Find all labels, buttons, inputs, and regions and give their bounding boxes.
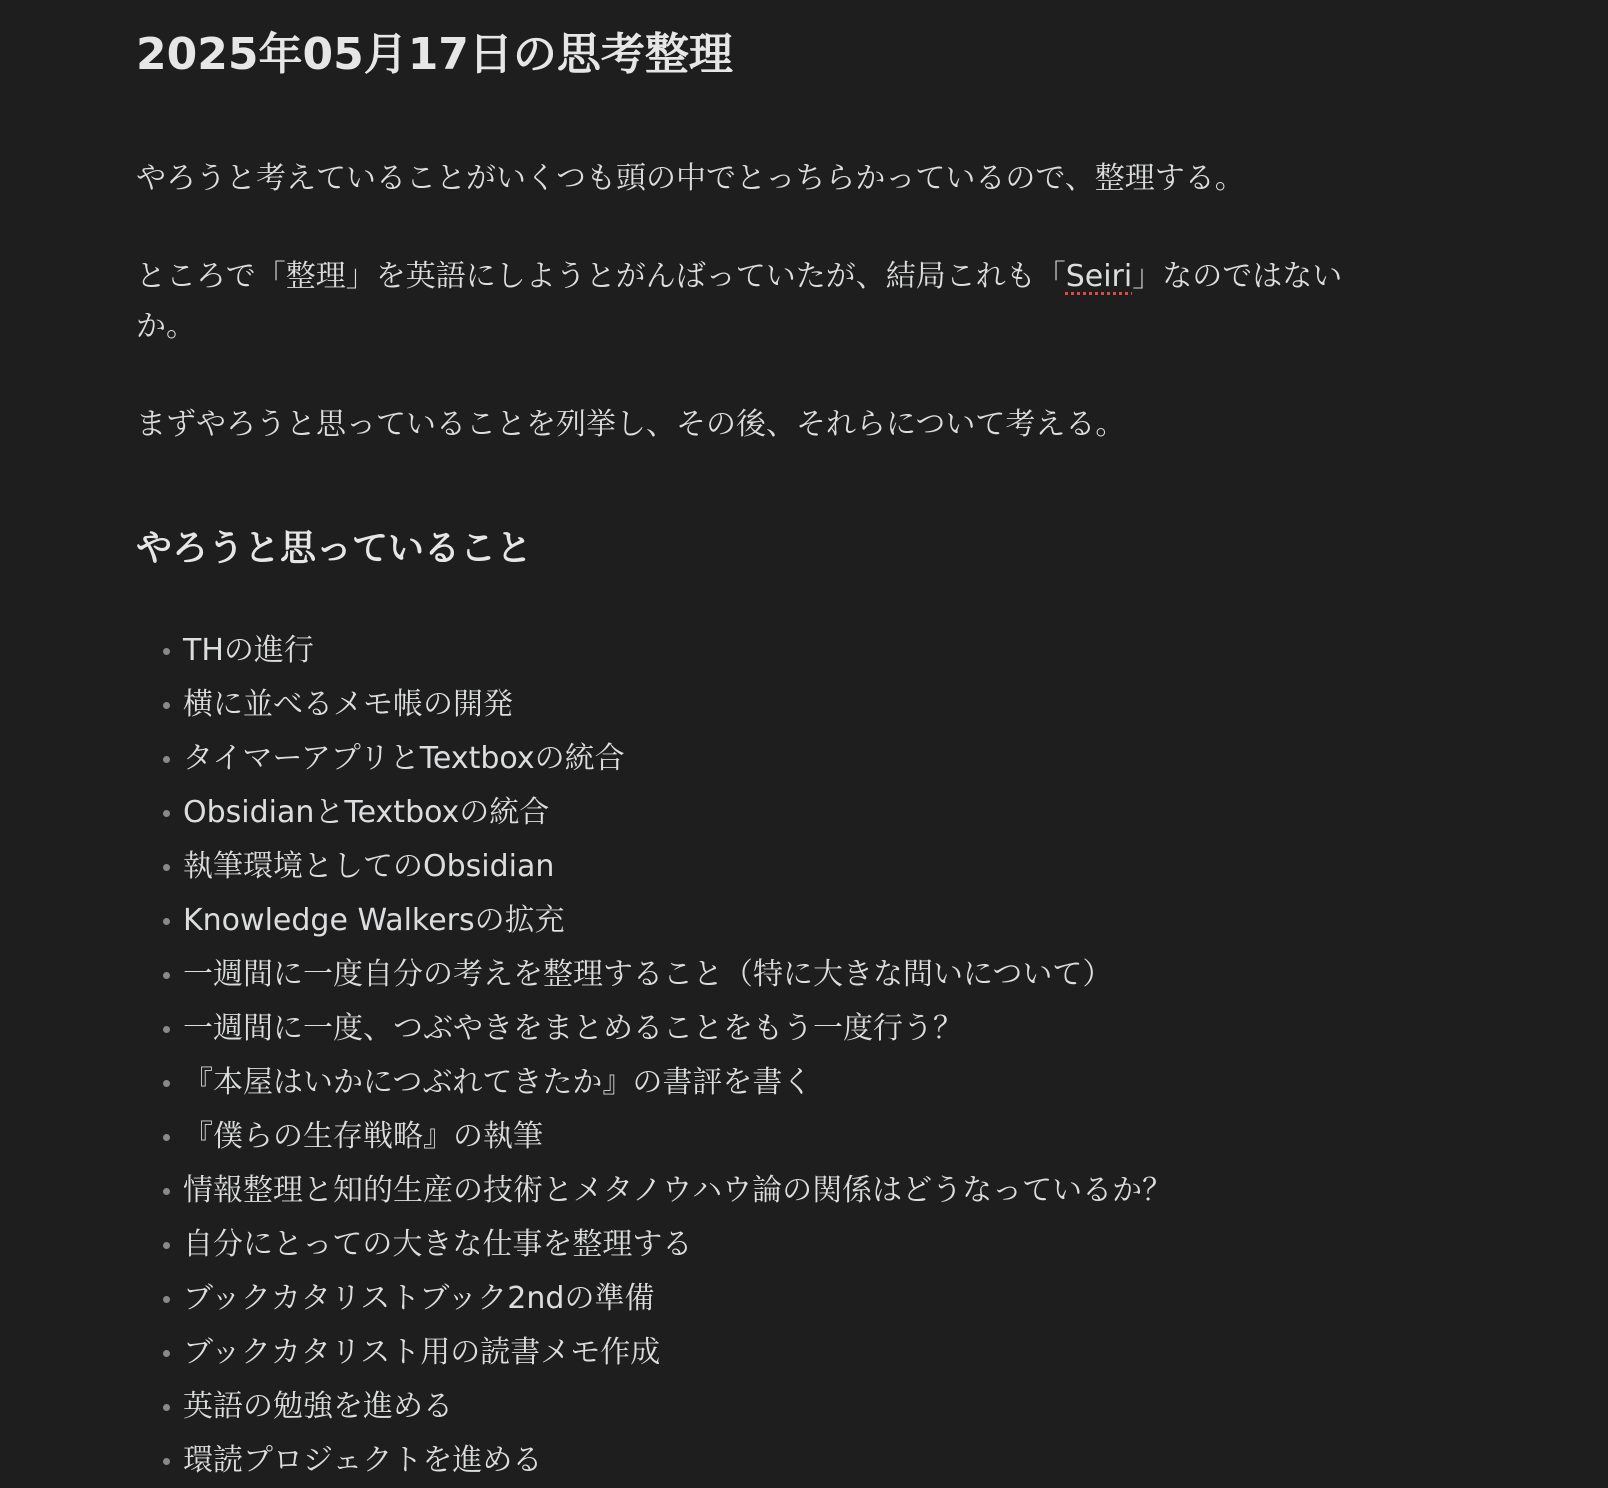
list-item-text: ObsidianとTextboxの統合: [183, 795, 550, 830]
list-item-text: 横に並べるメモ帳の開発: [183, 687, 513, 722]
bullet-icon: [163, 702, 170, 709]
list-item-text: ブックカタリスト用の読書メモ作成: [183, 1335, 661, 1370]
section-heading: やろうと思っていること: [136, 528, 533, 569]
list-item: [136, 624, 1172, 678]
list-item: [136, 948, 1172, 1002]
list-item-text: 自分にとっての大きな仕事を整理する: [183, 1227, 693, 1262]
paragraph-plan: まずやろうと思っていることを列挙し、その後、それらについて考える。: [136, 407, 1126, 442]
list-item-text: 情報整理と知的生産の技術とメタノウハウ論の関係はどうなっているか？: [183, 1173, 1173, 1208]
paragraph-seiri-text-before: ところで「整理」を英語にしようとがんばっていたが、結局これも「: [136, 259, 1066, 294]
bullet-icon: [163, 1134, 170, 1141]
list-item-text: 執筆環境としてのObsidian: [183, 849, 555, 884]
paragraph-seiri-text-after: 」なのではないか。: [136, 259, 1343, 344]
bullet-icon: [163, 756, 170, 763]
list-item: [136, 1272, 1172, 1326]
page-title: 2025年05月17日の思考整理: [136, 29, 733, 80]
list-item: [136, 1434, 1172, 1488]
bullet-icon: [163, 1188, 170, 1195]
list-item-text: 『本屋はいかにつぶれてきたか』の書評を書く: [183, 1065, 813, 1100]
bullet-icon: [163, 1242, 170, 1249]
paragraph-intro: やろうと考えていることがいくつも頭の中でとっちらかっているので、整理する。: [136, 161, 1245, 196]
misspelled-word[interactable]: Seiri: [1065, 259, 1133, 294]
bullet-icon: [163, 1080, 170, 1087]
list-item: [136, 786, 1172, 840]
list-item: [136, 678, 1172, 732]
list-item: [136, 1056, 1172, 1110]
list-item-text: 一週間に一度、つぶやきをまとめることをもう一度行う？: [183, 1011, 963, 1046]
list-item-text: タイマーアプリとTextboxの統合: [183, 741, 625, 776]
list-item: [136, 894, 1172, 948]
list-item: [136, 1110, 1172, 1164]
list-item-text: 『僕らの生存戦略』の執筆: [183, 1119, 543, 1154]
bullet-icon: [163, 1458, 170, 1465]
bullet-icon: [163, 1404, 170, 1411]
list-item: [136, 1002, 1172, 1056]
list-item-text: Knowledge Walkersの拡充: [183, 903, 565, 938]
list-item-text: THの進行: [183, 633, 314, 668]
bullet-icon: [163, 918, 170, 925]
list-item-text: 英語の勉強を進める: [183, 1389, 453, 1424]
list-item-text: 環読プロジェクトを進める: [183, 1443, 543, 1478]
list-item: [136, 732, 1172, 786]
todo-list: [136, 624, 1172, 1488]
paragraph-seiri: [136, 252, 1356, 352]
bullet-icon: [163, 864, 170, 871]
bullet-icon: [163, 1026, 170, 1033]
bullet-icon: [163, 1296, 170, 1303]
list-item-text: ブックカタリストブック2ndの準備: [183, 1281, 655, 1316]
list-item: [136, 1326, 1172, 1380]
list-item-text: 一週間に一度自分の考えを整理すること（特に大きな問いについて）: [183, 957, 1113, 992]
bullet-icon: [163, 810, 170, 817]
bullet-icon: [163, 972, 170, 979]
list-item: [136, 1380, 1172, 1434]
list-item: [136, 1164, 1172, 1218]
list-item: [136, 1218, 1172, 1272]
bullet-icon: [163, 648, 170, 655]
bullet-icon: [163, 1350, 170, 1357]
list-item: [136, 840, 1172, 894]
